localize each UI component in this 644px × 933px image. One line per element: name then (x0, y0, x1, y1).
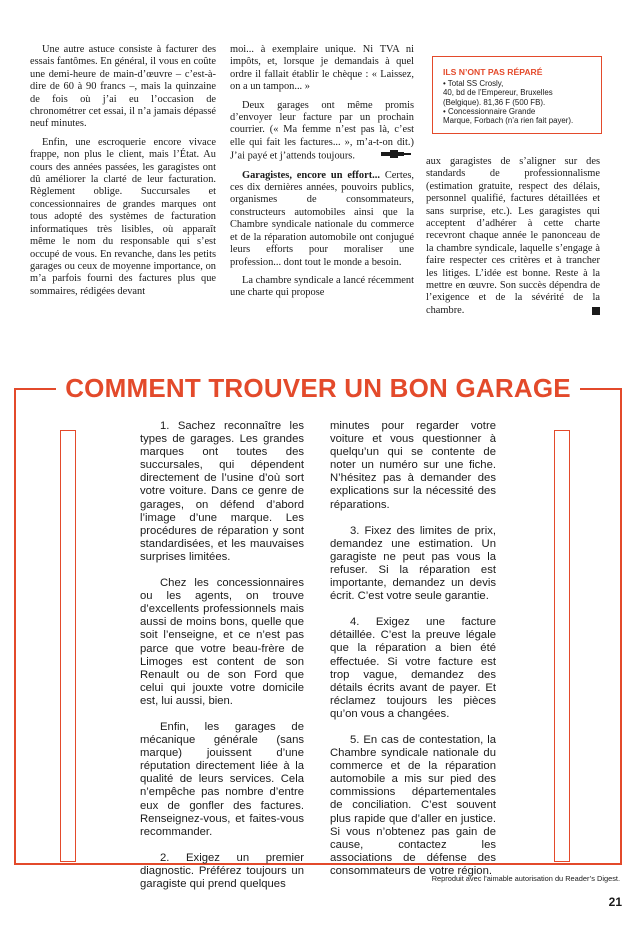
article-paragraph (230, 170, 414, 269)
article-paragraph (230, 100, 414, 164)
feature-paragraph: 5. En cas de contestation, la Chambre syndicale nationale du commerce et de la réparation automobile a mis sur pied des commissions départementales de conciliation. C’est souvent plus rapide que d’aller en justice. Si vous n’obtenez pas gain de cause, contactez les associations de défense des consommateurs de votre région. (330, 733, 496, 877)
sidebar-box-line: (Belgique). 81,36 F (500 FB). (443, 97, 546, 107)
article-paragraph-text: Deux garages ont même promis d’envoyer leur facture par un prochain courrier. (« Ma femme n’est pas là, c’est elle qui fait les factures... », m’a-t-on dit.) J’ai payé et j’attends toujours. (230, 99, 414, 162)
article-column-3 (426, 156, 600, 323)
article-paragraph: Enfin, une escroquerie encore vivace frappe, non plus le client, mais l’État. Au cours des années passées, les garagistes ont dû améliorer la clarté de leur facturation. Règlement oblige. Succursales et concessionnaires de grandes marques ont tous adopté des systèmes de facturation informatiques très lisibles, où apparaît même le nom du responsable qui s’est occupé de vous. En revanche, dans les petits garages ou ceux de moyenne importance, on m’a parfois fourni des factures plus que sommaires, rédigées devant (30, 136, 216, 297)
feature-paragraph: Chez les concessionnaires ou les agents, on trouve d’excellents professionnels mais aussi de moins bons, quelle que soit l’enseigne, et ce n’est pas parce que votre beau-frère de Limoges est content de son Renault ou de son Ford que celui qui jouxte votre domicile est, lui aussi, bien. (140, 577, 304, 707)
feature-box-frame (14, 388, 622, 865)
article-paragraph (426, 156, 600, 317)
feature-paragraph: 4. Exigez une facture détaillée. C’est la preuve légale que la réparation a bien été effectuée. Si votre facture est trop vague, demandez des détails écrits avant de payer. Et réclamez toujours les pièces qu’on vous a changées. (330, 616, 496, 720)
sidebar-box-line: • Concessionnaire Grande (443, 106, 536, 116)
feature-paragraph: 1. Sachez reconnaître les types de garages. Les grandes marques ont toutes des succursales, qui dépendent directement de l’usine d’où sort votre voiture. Dans ce genre de garages, on défend d’abord l’image d’une marque. Les procédures de réparation y sont standardisées, et les mauvaises surprises limitées. (140, 420, 304, 563)
article-paragraph-text: Certes, ces dix dernières années, pouvoirs publics, organismes de consommateurs, constructeurs automobiles ainsi que la Chambre syndicale nationale du commerce et de la réparation automobile ont conjugué leurs efforts pour moraliser une profession... dont tout le monde a besoin. (230, 169, 414, 268)
sidebar-box-line: Marque, Forbach (n’a rien fait payer). (443, 116, 574, 126)
article-paragraph-text: aux garagistes de s’aligner sur des standards de professionnalisme (estimation gratuite, respect des délais, personnel qualifié, factures détaillées et sans surprise, etc.). Les garagistes qui acceptent d’adhérer à cette charte recevront chaque année le panonceau de la chambre syndicale, laquelle s’engage à faire respecter ces critères et à trancher les litiges. L’idée est bonne. Reste à la mettre en œuvre. Son succès dépendra de l’exigence et de la sévérité de la chambre. (426, 156, 600, 316)
spark-plug-icon (369, 149, 411, 163)
article-column-1 (30, 44, 216, 304)
article-column-2 (230, 44, 414, 306)
article-paragraph: La chambre syndicale a lancé récemment une charte qui propose (230, 274, 414, 299)
feature-paragraph: 2. Exigez un premier diagnostic. Préférez toujours un garagiste qui prend quelques (140, 851, 304, 890)
end-square-icon (592, 307, 600, 315)
feature-box-title: COMMENT TROUVER UN BON GARAGE (65, 373, 571, 403)
credit-line: Reproduit avec l’aimable autorisation du Reader’s Digest. (431, 874, 620, 883)
feature-column-1 (140, 420, 304, 904)
feature-box-rule (14, 388, 56, 390)
article-paragraph: moi... à exemplaire unique. Ni TVA ni impôts, et, lorsque je demandais à quel ordre il fallait établir le chèque : « Laissez, on a un tampon... » (230, 44, 414, 93)
sidebar-box-line: • Total SS Crosly, (443, 79, 504, 88)
decorative-bar (60, 430, 76, 862)
sidebar-box (432, 56, 602, 134)
feature-paragraph: Enfin, les garages de mécanique générale (sans marque) jouissent d’une réputation directement liée à la qualité de leurs services. Cela n’empêche pas nombre d’entre eux de gonfler des factures. Renseignez-vous, et faites-vous recommander. (140, 720, 304, 838)
feature-column-2 (330, 420, 496, 891)
article-paragraph: Une autre astuce consiste à facturer des essais fantômes. En général, il vous en coûte une demi-heure de main-d’œuvre – c’est-à-dire de 60 à 90 francs –, mais la quinzaine de fois où j’ai eu l’occasion de chronométrer cet essai, il n’a jamais dépassé neuf minutes. (30, 44, 216, 130)
page-number: 21 (608, 895, 622, 909)
sidebar-box-title: ILS N’ONT PAS RÉPARÉ (443, 67, 543, 77)
feature-paragraph: minutes pour regarder votre voiture et vous questionner à quelqu’un qui se contente de noter un numéro sur une fiche. N’hésitez pas à demander des explications sur la nécessité des réparations. (330, 420, 496, 511)
feature-paragraph: 3. Fixez des limites de prix, demandez une estimation. Un garagiste ne peut pas vous la refuser. Si la réparation est importante, demandez un devis écrit. C’est votre seule garantie. (330, 524, 496, 603)
decorative-bar (554, 430, 570, 862)
article-subheading: Garagistes, encore un effort... (242, 169, 380, 181)
feature-box-rule (580, 388, 622, 390)
sidebar-box-line: 40, bd de l’Empereur, Bruxelles (443, 88, 553, 98)
